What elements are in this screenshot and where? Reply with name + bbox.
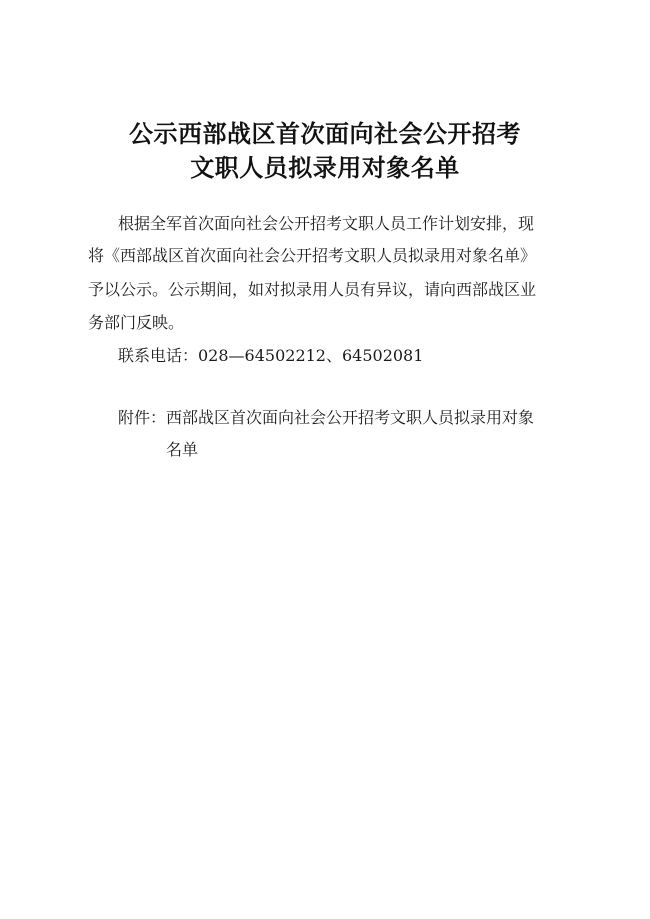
body-paragraph-line-2: 将《西部战区首次面向社会公开招考文职人员拟录用对象名单》 <box>88 246 537 265</box>
body-paragraph-line-1: 根据全军首次面向社会公开招考文职人员工作计划安排，现 <box>118 214 535 233</box>
attachment-line-2: 名单 <box>166 440 199 459</box>
document-title-line-1: 公示西部战区首次面向社会公开招考 <box>129 119 521 148</box>
contact-phone: 联系电话：028—64502212、64502081 <box>118 346 424 365</box>
body-paragraph-line-3: 予以公示。公示期间，如对拟录用人员有异议，请向西部战区业 <box>88 280 537 299</box>
body-paragraph-line-4: 务部门反映。 <box>88 313 185 332</box>
attachment-line-1: 附件：西部战区首次面向社会公开招考文职人员拟录用对象 <box>118 408 535 427</box>
document-title-line-2: 文职人员拟录用对象名单 <box>190 153 460 182</box>
